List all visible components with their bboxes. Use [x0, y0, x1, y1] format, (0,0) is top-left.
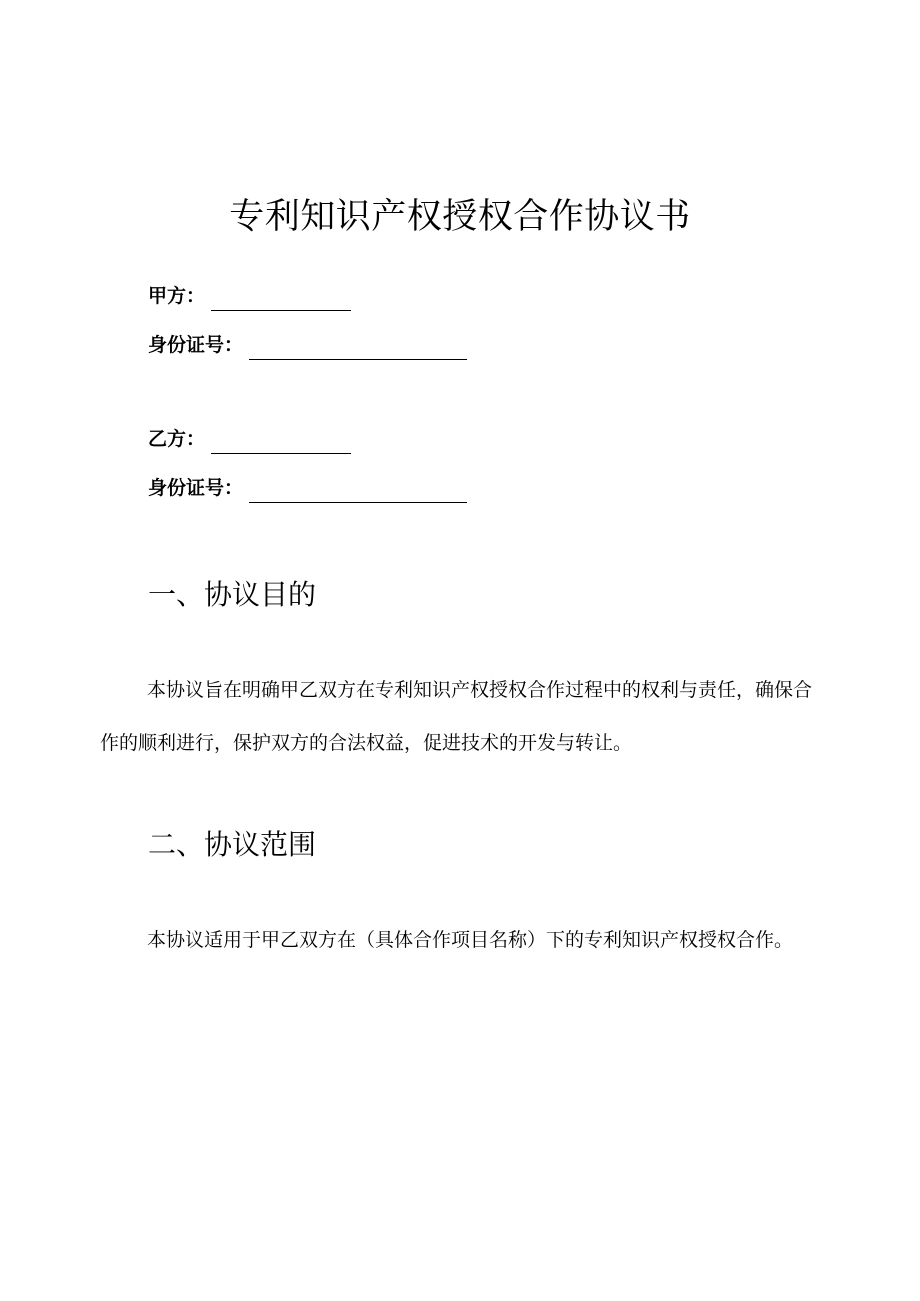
party-b-name-field	[148, 424, 351, 454]
party-a-name-blank[interactable]	[211, 288, 351, 311]
party-b-name-label: 乙方：	[148, 428, 206, 450]
party-a-name-field	[148, 281, 351, 311]
party-b-id-field	[148, 473, 467, 503]
party-a-id-blank[interactable]	[249, 337, 467, 360]
party-b-name-blank[interactable]	[211, 431, 351, 454]
section-body-purpose: 本协议旨在明确甲乙双方在专利知识产权授权合作过程中的权利与责任，确保合作的顺利进行，保护双方的合法权益，促进技术的开发与转让。	[100, 679, 813, 754]
section-body-scope: 本协议适用于甲乙双方在（具体合作项目名称）下的专利知识产权授权合作。	[147, 929, 794, 951]
party-a-name-label: 甲方：	[148, 285, 206, 307]
section-heading-scope: 二、协议范围	[148, 828, 317, 861]
party-a-id-label: 身份证号：	[148, 334, 244, 356]
document-title: 专利知识产权授权合作协议书	[229, 197, 691, 238]
section-heading-purpose: 一、协议目的	[148, 578, 317, 611]
party-a-id-field	[148, 330, 467, 360]
party-b-id-label: 身份证号：	[148, 477, 244, 499]
party-b-id-blank[interactable]	[249, 480, 467, 503]
